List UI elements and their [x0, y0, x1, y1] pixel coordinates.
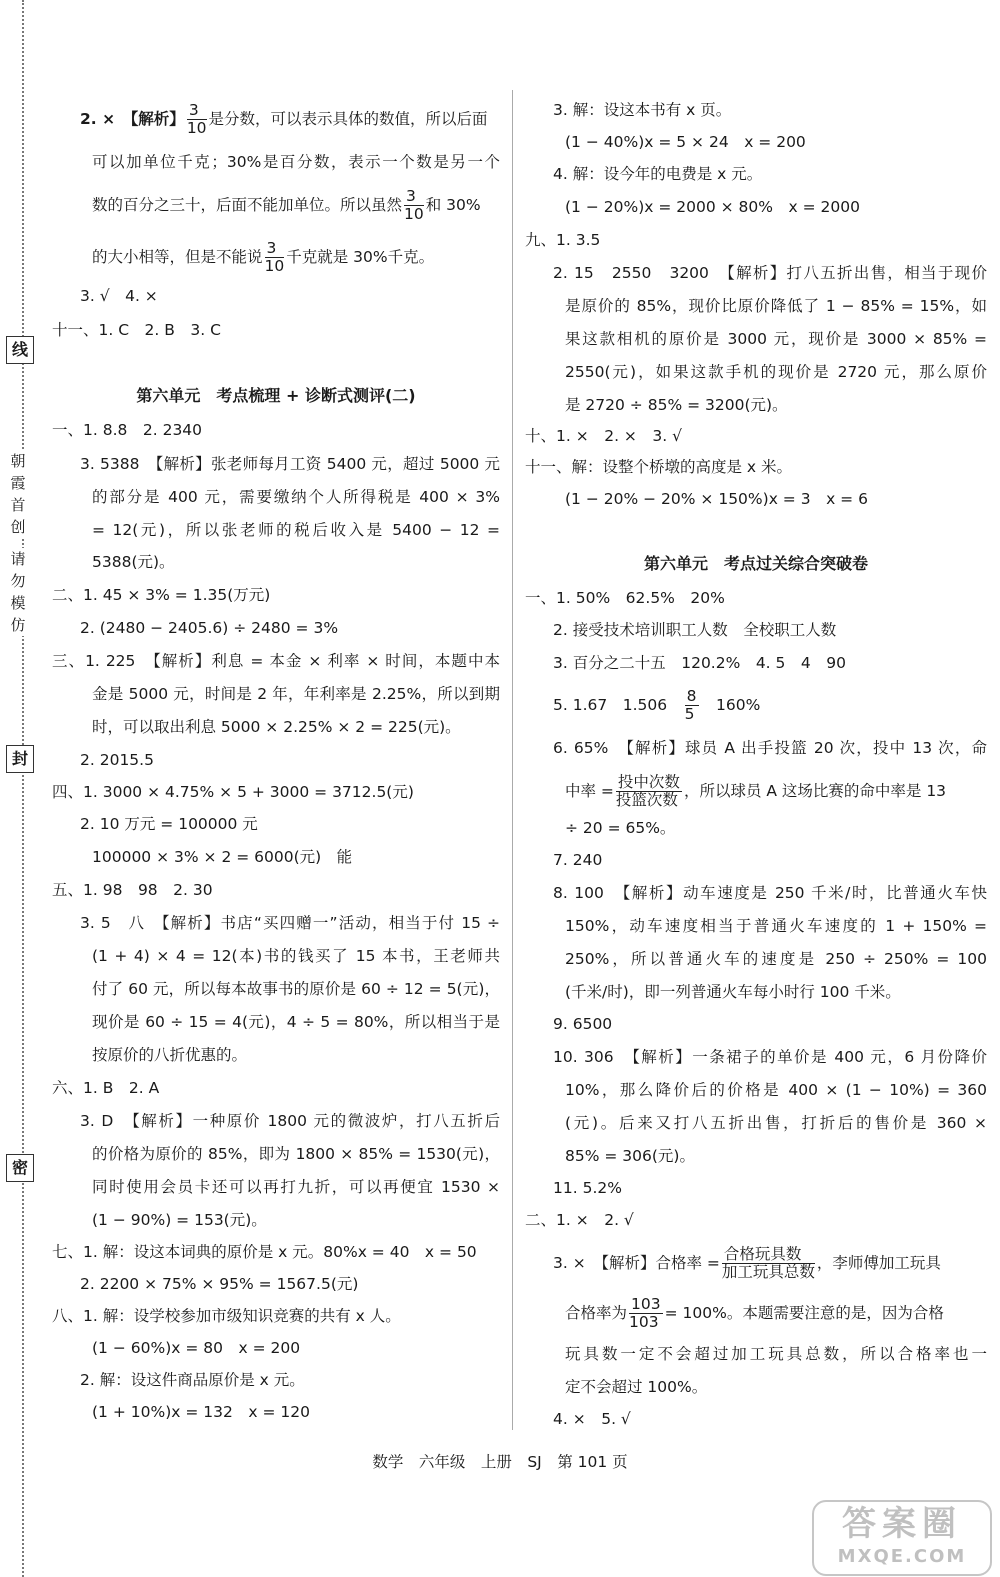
answer-line: 3. 5 八 【解析】书店“买四赠一”活动，相当于付 15 ÷ — [80, 914, 500, 932]
answer-line: 一、1. 8.8 2. 2340 — [52, 421, 203, 439]
answer-line: 五、1. 98 98 2. 30 — [52, 881, 213, 899]
answer-line: 时，可以取出利息 5000 × 2.25% × 2 = 225(元)。 — [92, 718, 461, 736]
answer-line: 三、1. 225 【解析】利息 = 本金 × 利率 × 时间，本题中本 — [52, 652, 500, 670]
answer-line: (1 − 20% − 20% × 150%)x = 3 x = 6 — [565, 490, 868, 508]
answer-line: 一、1. 50% 62.5% 20% — [525, 589, 725, 607]
answer-line: 9. 6500 — [553, 1015, 613, 1033]
binding-dotted-line — [22, 0, 24, 1577]
margin-text-warning: 请勿模仿 — [6, 548, 30, 636]
answer-line: 合格率为 $\frac{103}{103}$ = 100%。本题需要注意的是，因为合格 — [565, 1295, 944, 1331]
answer-line: 果这款相机的原价是 3000 元，现价是 3000 × 85% = — [565, 330, 987, 348]
answer-line: 中率 = $\frac{\text{投中次数}}{\text{投篮次数}}$ ，所以球员 A 这场比赛的命中率是 13 — [565, 773, 947, 809]
answer-line: 11. 5.2% — [553, 1179, 622, 1197]
answer-line: 2. (2480 − 2405.6) ÷ 2480 = 3% — [80, 619, 339, 637]
answer-line: 10. 306 【解析】一条裙子的单价是 400 元，6 月份降价 — [553, 1048, 987, 1066]
column-divider — [512, 90, 513, 1430]
answer-line: 金是 5000 元，时间是 2 年，年利率是 2.25%，所以到期 — [92, 685, 500, 703]
answer-line: 同时使用会员卡还可以再打九折，可以再便宜 1530 × — [92, 1178, 500, 1196]
answer-line: 的价格为原价的 85%，即为 1800 × 85% = 1530(元)， — [92, 1145, 500, 1163]
answer-line: 7. 240 — [553, 851, 603, 869]
answer-line: 的大小相等，但是不能说 $\frac{3}{10}$ 千克就是 30%千克。 — [92, 239, 435, 275]
answer-line: 十一、1. C 2. B 3. C — [52, 321, 221, 339]
answer-line: (1 − 60%)x = 80 x = 200 — [92, 1339, 301, 1357]
answer-line: = 12(元)，所以张老师的税后收入是 5400 − 12 = — [92, 521, 500, 539]
answer-line: 5. 1.67 1.506 $\frac{8}{5}$ 160% — [553, 687, 761, 723]
answer-line: 九、1. 3.5 — [525, 231, 601, 249]
fraction: $\frac{3}{10}$ — [186, 101, 207, 137]
answer-line: 七、1. 解：设这本词典的原价是 x 元。80%x = 40 x = 50 — [52, 1243, 477, 1261]
fraction: $\frac{3}{10}$ — [264, 239, 285, 275]
answer-line: (1 + 4) × 4 = 12(本)书的钱买了 15 本书，王老师共 — [92, 947, 500, 965]
answer-line: 数的百分之三十，后面不能加单位。所以虽然 $\frac{3}{10}$ 和 30% — [92, 187, 481, 223]
answer-line: 六、1. B 2. A — [52, 1079, 160, 1097]
answer-line: 十、1. × 2. × 3. √ — [525, 427, 682, 445]
answer-line: 2. 2015.5 — [80, 751, 154, 769]
answer-line: 玩具数一定不会超过加工玩具总数，所以合格率也一 — [565, 1345, 987, 1363]
answer-line: 10%，那么降价后的价格是 400 × (1 − 10%) = 360 — [565, 1081, 987, 1099]
answer-line: 85% = 306(元)。 — [565, 1147, 695, 1165]
answer-line: 十一、解：设整个桥墩的高度是 x 米。 — [525, 458, 793, 476]
answer-line: (1 − 90%) = 153(元)。 — [92, 1211, 267, 1229]
answer-line: 付了 60 元，所以每本故事书的原价是 60 ÷ 12 = 5(元)， — [92, 980, 500, 998]
answer-line: (1 + 10%)x = 132 x = 120 — [92, 1403, 310, 1421]
answer-line: 是 2720 ÷ 85% = 3200(元)。 — [565, 396, 788, 414]
answer-line: 3. 5388 【解析】张老师每月工资 5400 元，超过 5000 元 — [80, 455, 500, 473]
margin-mark-mi: 密 — [6, 1154, 34, 1182]
answer-line: 3. 解：设这本书有 x 页。 — [553, 101, 732, 119]
answer-line: 四、1. 3000 × 4.75% × 5 + 3000 = 3712.5(元) — [52, 783, 414, 801]
fraction: $\frac{103}{103}$ — [629, 1295, 661, 1331]
answer-line: 250%，所以普通火车的速度是 250 ÷ 250% = 100 — [565, 950, 987, 968]
answer-line: 2. 10 万元 = 100000 元 — [80, 815, 258, 833]
answer-line: 3. 百分之二十五 120.2% 4. 5 4 90 — [553, 654, 846, 672]
answer-line: 4. × 5. √ — [553, 1410, 631, 1428]
answer-line: ÷ 20 = 65%。 — [565, 819, 676, 837]
answer-line: 2550(元)，如果这款手机的现价是 2720 元，那么原价 — [565, 363, 987, 381]
answer-line: 可以加单位千克；30%是百分数，表示一个数是另一个 — [92, 153, 500, 171]
watermark-logo: 答案圈 MXQE.COM — [812, 1500, 992, 1576]
answer-line: 的部分是 400 元，需要缴纳个人所得税是 400 × 3% — [92, 488, 500, 506]
answer-line: 现价是 60 ÷ 15 = 4(元)，4 ÷ 5 = 80%，所以相当于是 — [92, 1013, 500, 1031]
answer-line: 二、1. 45 × 3% = 1.35(万元) — [52, 586, 271, 604]
answer-line: 按原价的八折优惠的。 — [92, 1046, 248, 1064]
fraction: $\frac{\text{投中次数}}{\text{投篮次数}}$ — [615, 773, 680, 809]
answer-line: (千米/时)，即一列普通火车每小时行 100 千米。 — [565, 983, 901, 1001]
section-title: 第六单元 考点过关综合突破卷 — [643, 554, 868, 573]
answer-line: 2. 解：设这件商品原价是 x 元。 — [80, 1371, 305, 1389]
margin-text-publisher: 朝霞首创 — [6, 450, 30, 538]
fraction: $\frac{\text{合格玩具数}}{\text{加工玩具总数}}$ — [721, 1245, 815, 1281]
answer-line: 2. × 【解析】 $\frac{3}{10}$ 是分数，可以表示具体的数值，所以后面 — [80, 101, 488, 137]
answer-line: 100000 × 3% × 2 = 6000(元) 能 — [92, 848, 353, 866]
answer-line: 二、1. × 2. √ — [525, 1211, 634, 1229]
answer-line: 是原价的 85%，现价比原价降低了 1 − 85% = 15%，如 — [565, 297, 987, 315]
answer-line: 3. √ 4. × — [80, 287, 158, 305]
answer-line: 2. 15 2550 3200 【解析】打八五折出售，相当于现价 — [553, 264, 987, 282]
answer-line: 2. 接受技术培训职工人数 全校职工人数 — [553, 621, 837, 639]
answer-line: 4. 解：设今年的电费是 x 元。 — [553, 165, 763, 183]
answer-line: 八、1. 解：设学校参加市级知识竞赛的共有 x 人。 — [52, 1307, 401, 1325]
answer-line: 3. D 【解析】一种原价 1800 元的微波炉，打八五折后 — [80, 1112, 500, 1130]
answer-line: 6. 65% 【解析】球员 A 出手投篮 20 次，投中 13 次，命 — [553, 739, 987, 757]
fraction: $\frac{8}{5}$ — [684, 687, 697, 723]
page-footer: 数学 六年级 上册 SJ 第 101 页 — [372, 1453, 628, 1471]
fraction: $\frac{3}{10}$ — [404, 187, 424, 223]
answer-line: (1 − 20%)x = 2000 × 80% x = 2000 — [565, 198, 860, 216]
answer-line: 定不会超过 100%。 — [565, 1378, 708, 1396]
answer-line: 3. × 【解析】合格率 = $\frac{\text{合格玩具数}}{\text{加工玩具总数}}$ ，李师傅加工玩具 — [553, 1245, 941, 1281]
answer-line: 150%，动车速度相当于普通火车速度的 1 + 150% = — [565, 917, 987, 935]
margin-mark-feng: 封 — [6, 745, 34, 773]
answer-line: (1 − 40%)x = 5 × 24 x = 200 — [565, 133, 806, 151]
answer-line: 8. 100 【解析】动车速度是 250 千米/时，比普通火车快 — [553, 884, 987, 902]
section-title: 第六单元 考点梳理 + 诊断式测评(二) — [136, 386, 416, 405]
answer-line: 2. 2200 × 75% × 95% = 1567.5(元) — [80, 1275, 359, 1293]
margin-mark-xian: 线 — [6, 336, 34, 364]
answer-line: 5388(元)。 — [92, 553, 175, 571]
answer-line: (元)。后来又打八五折出售，打折后的售价是 360 × — [565, 1114, 987, 1132]
